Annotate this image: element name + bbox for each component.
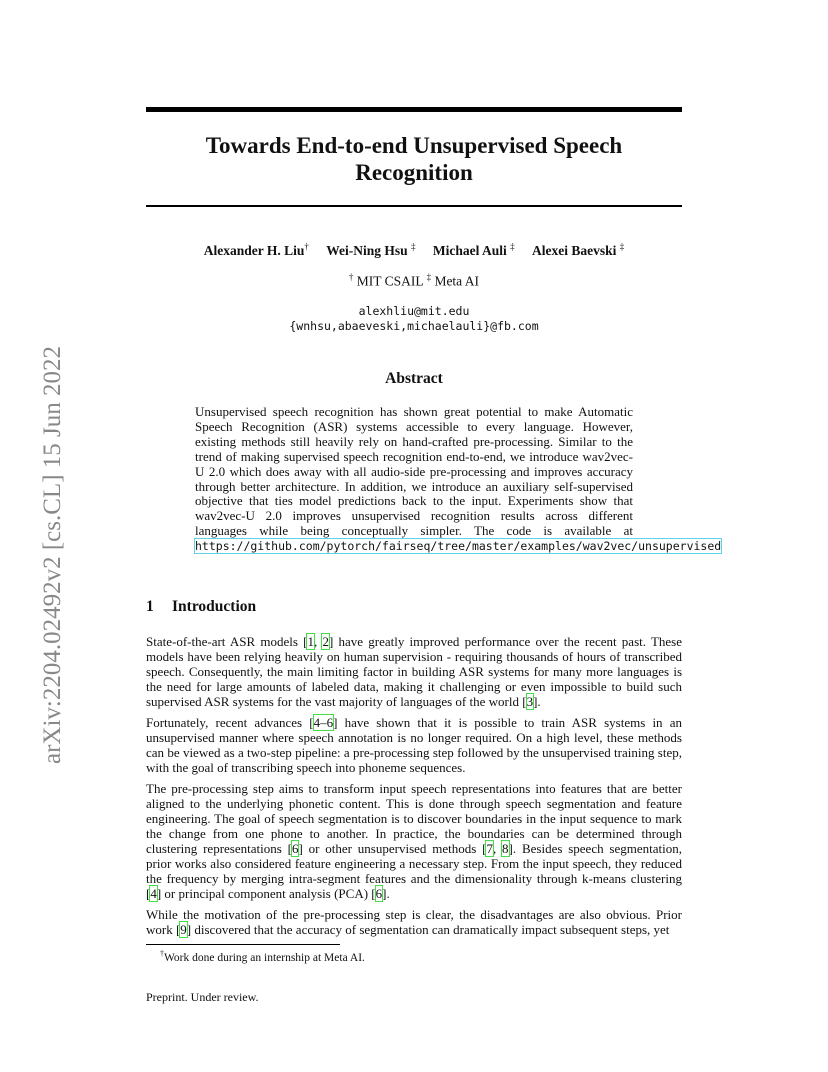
citation-link[interactable]: 6: [291, 841, 299, 856]
author: Wei-Ning Hsu ‡: [326, 241, 416, 258]
section-title: Introduction: [172, 598, 257, 615]
citation-link[interactable]: 4: [150, 886, 157, 901]
section-number: 1: [146, 598, 154, 615]
preprint-note: Preprint. Under review.: [146, 990, 259, 1004]
citation-link[interactable]: 7: [486, 841, 493, 856]
citation-link[interactable]: 8: [502, 841, 509, 856]
title-bottom-rule: [146, 205, 682, 207]
abstract: [195, 404, 722, 554]
author: Alexander H. Liu†: [203, 241, 309, 258]
citation-link[interactable]: 6: [375, 886, 383, 901]
email: {wnhsu,abaeveski,michaelauli}@fb.com: [289, 319, 539, 333]
author: Alexei Baevski ‡: [532, 241, 625, 258]
abstract-heading: Abstract: [385, 370, 443, 387]
paragraph: Fortunately, recent advances [4–6] have shown that it is possible to train ASR systems in an unsupervised manner where speech annotation is no longer required. On a high level, these methods can be viewed as a two-step pipeline: a pre-processing step followed by the unsupervised training step, with the goal of transcribing speech into phoneme sequences.: [146, 715, 682, 775]
citation-link[interactable]: 1: [307, 634, 314, 649]
code-url-link[interactable]: https://github.com/pytorch/fairseq/tree/master/examples/wav2vec/unsupervised: [195, 539, 722, 554]
citation-link[interactable]: 9: [180, 922, 187, 937]
paragraph: While the motivation of the pre-processing step is clear, the disadvantages are also obvious. Prior work [9] discovered that the accuracy of segmentation can dramatically impact subsequent steps, yet: [146, 907, 682, 937]
author-list: [146, 241, 682, 259]
citation-link[interactable]: 3: [526, 694, 534, 709]
author: Michael Auli ‡: [432, 241, 515, 258]
title-top-rule: [146, 107, 682, 112]
affiliations: † MIT CSAIL ‡ Meta AI: [348, 272, 480, 289]
email: alexhliu@mit.edu: [358, 304, 470, 318]
citation-link[interactable]: 4–6: [313, 715, 334, 730]
footnote-rule: [146, 944, 340, 945]
arxiv-sidebar-id: arXiv:2204.02492v2 [cs.CL] 15 Jun 2022: [39, 345, 66, 765]
footnote: †Work done during an internship at Meta AI.: [160, 949, 365, 964]
citation-link[interactable]: 2: [322, 634, 329, 649]
paper-title: Towards End-to-end Unsupervised Speech Recognition: [205, 133, 623, 185]
section-heading: [146, 598, 256, 616]
abstract-text: Unsupervised speech recognition has shown great potential to make Automatic Speech Recognition (ASR) systems accessible to every language. However, existing methods still heavily rely on hand-crafted pre-processing. Similar to the trend of making supervised speech recognition end-to-end, we introduce wav2vec-U 2.0 which does away with all audio-side pre-processing and improves accuracy through better architecture. In addition, we introduce an auxiliary self-supervised objective that ties model predictions back to the input. Experiments show that wav2vec-U 2.0 improves unsupervised recognition results across different languages while being conceptually simpler. The code is available at: [195, 404, 633, 539]
introduction-body: [146, 634, 682, 943]
paragraph: State-of-the-art ASR models [1, 2] have greatly improved performance over the recent past. These models have been relying heavily on human supervision - requiring thousands of hours of transcribed speech. Consequently, the main limiting factor in building ASR systems for many more languages is the need for large amounts of labeled data, making it challenging or even impossible to build such supervised ASR systems for the vast majority of languages of the world [3].: [146, 634, 683, 709]
author-emails: [146, 304, 682, 334]
paragraph: The pre-processing step aims to transform input speech representations into features that are better aligned to the underlying phonetic content. This is done through speech segmentation and feature engineering. The goal of speech segmentation is to discover boundaries in the input sequence to mark the change from one phone to another. In practice, the boundaries can be determined through clustering representations [6] or other unsupervised methods [7, 8]. Besides speech segmentation, prior works also considered feature engineering a necessary step. From the input speech, they reduced the frequency by merging intra-segment features and the dimensionality through k-means clustering [4] or principal component analysis (PCA) [6].: [146, 781, 682, 901]
